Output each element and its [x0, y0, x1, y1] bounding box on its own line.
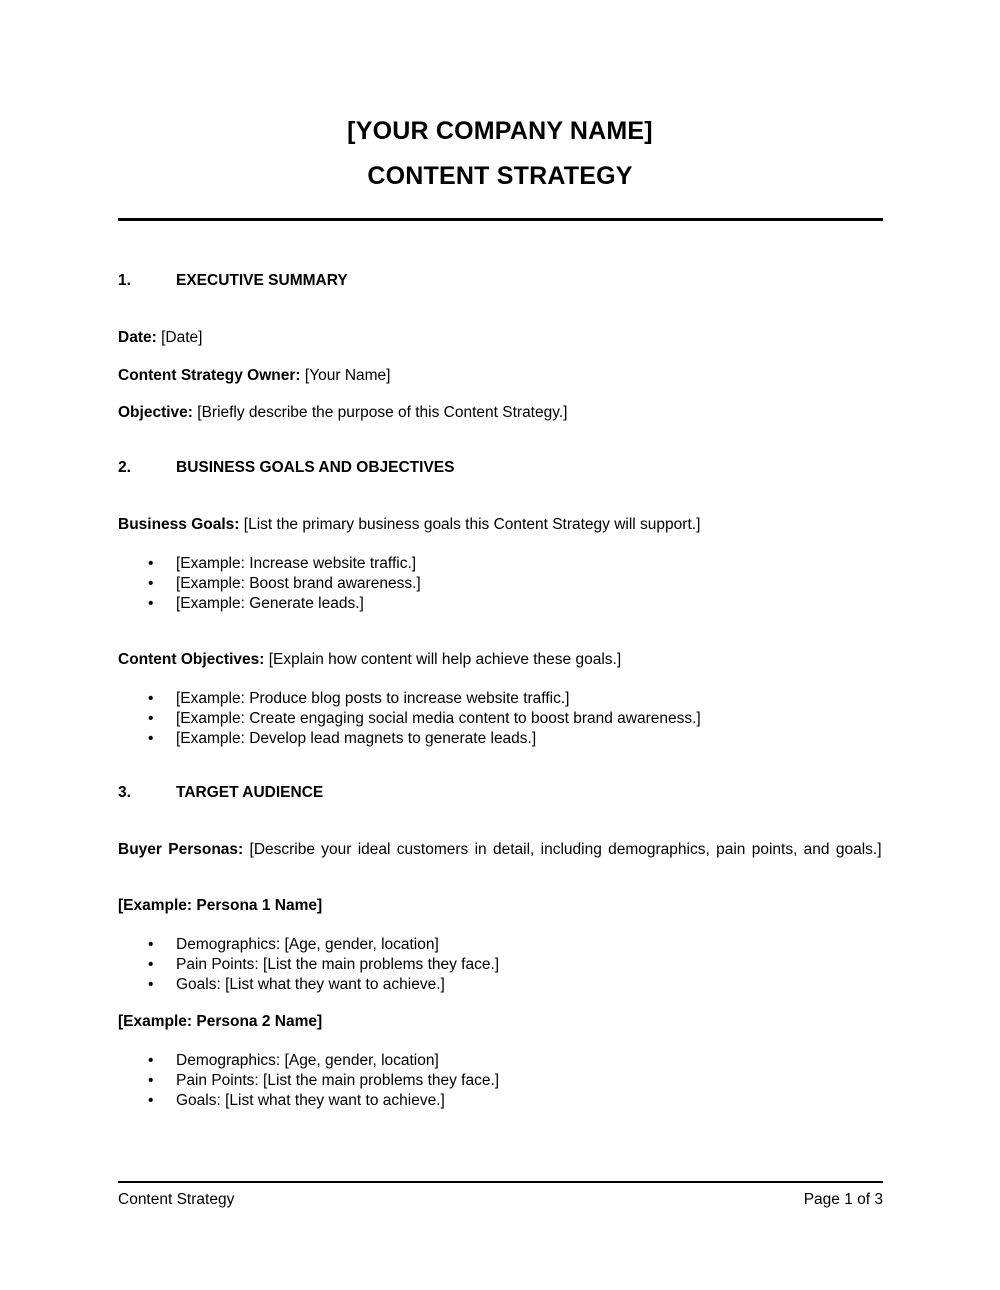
persona-name: [Example: Persona 2 Name]	[118, 1013, 323, 1030]
header-divider	[118, 218, 883, 221]
section-number: 2.	[118, 459, 131, 476]
owner-field	[118, 366, 883, 386]
list-item: • Demographics: [Age, gender, location]	[118, 1051, 499, 1071]
field-label: Date:	[118, 329, 157, 346]
content-objectives-list	[118, 689, 701, 749]
content-objectives-field	[118, 650, 883, 670]
list-item: • [Example: Boost brand awareness.]	[118, 574, 421, 594]
company-name-heading: [YOUR COMPANY NAME]	[347, 117, 653, 145]
field-value: [Describe your ideal customers in detail, including demographics, pain points, and goals.]	[243, 841, 882, 858]
footer-page-number: Page 1 of 3	[803, 1191, 883, 1208]
date-field	[118, 328, 883, 348]
objective-field	[118, 403, 883, 423]
field-label: Content Strategy Owner:	[118, 367, 301, 384]
section-number: 3.	[118, 784, 131, 801]
list-item: • [Example: Generate leads.]	[118, 594, 421, 614]
list-item: • [Example: Develop lead magnets to generate leads.]	[118, 729, 701, 749]
list-item: • [Example: Create engaging social media content to boost brand awareness.]	[118, 709, 701, 729]
field-value: [List the primary business goals this Content Strategy will support.]	[239, 516, 701, 533]
field-value: [Briefly describe the purpose of this Content Strategy.]	[192, 404, 568, 421]
section-3-heading	[118, 784, 323, 802]
footer-document-name: Content Strategy	[118, 1191, 235, 1208]
list-item: • Pain Points: [List the main problems they face.]	[118, 1071, 499, 1091]
list-item: • Demographics: [Age, gender, location]	[118, 935, 499, 955]
business-goals-field	[118, 515, 883, 535]
section-2-heading	[118, 459, 454, 477]
section-1-heading	[118, 272, 348, 290]
field-label: Objective:	[118, 404, 193, 421]
persona-1-list	[118, 935, 499, 995]
list-item: • Goals: [List what they want to achieve.]	[118, 1091, 499, 1111]
persona-2-heading	[118, 1012, 883, 1032]
section-number: 1.	[118, 272, 131, 289]
section-title: EXECUTIVE SUMMARY	[176, 272, 348, 289]
list-item: • Goals: [List what they want to achieve.]	[118, 975, 499, 995]
persona-2-list	[118, 1051, 499, 1111]
buyer-personas-field	[118, 840, 883, 860]
field-label: Content Objectives:	[118, 651, 265, 668]
section-title: TARGET AUDIENCE	[176, 784, 324, 801]
section-title: BUSINESS GOALS AND OBJECTIVES	[176, 459, 455, 476]
business-goals-list	[118, 554, 421, 614]
field-label: Business Goals:	[118, 516, 240, 533]
field-label: Buyer Personas:	[118, 841, 244, 858]
persona-name: [Example: Persona 1 Name]	[118, 897, 323, 914]
persona-1-heading	[118, 896, 883, 916]
field-value: [Date]	[156, 329, 203, 346]
footer-divider	[118, 1181, 883, 1183]
field-value: [Your Name]	[300, 367, 391, 384]
document-title: CONTENT STRATEGY	[367, 162, 633, 190]
field-value: [Explain how content will help achieve these goals.]	[264, 651, 622, 668]
list-item: • [Example: Increase website traffic.]	[118, 554, 421, 574]
list-item: • Pain Points: [List the main problems they face.]	[118, 955, 499, 975]
list-item: • [Example: Produce blog posts to increase website traffic.]	[118, 689, 701, 709]
